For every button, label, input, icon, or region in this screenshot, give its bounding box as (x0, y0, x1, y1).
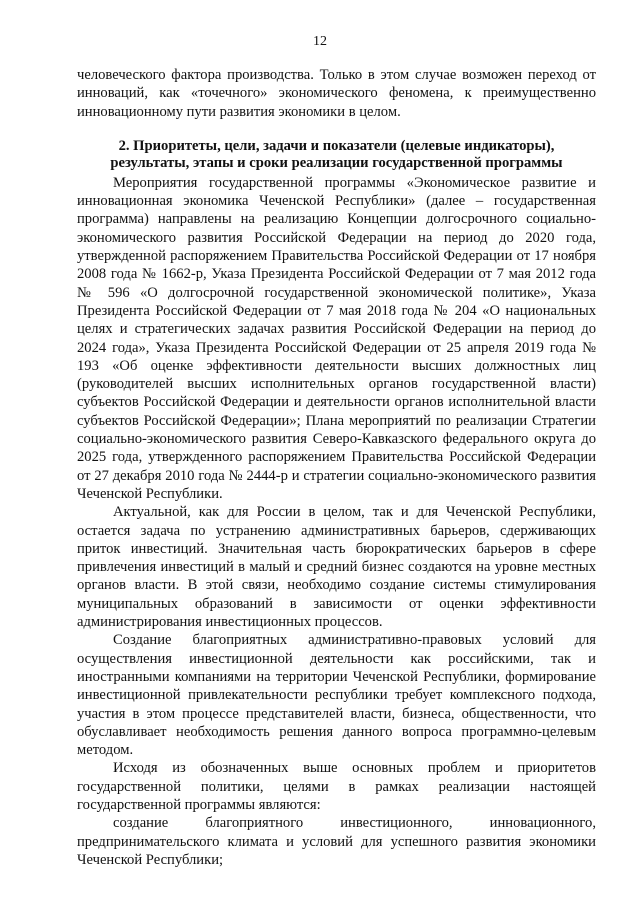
section-heading-line-1: 2. Приоритеты, цели, задачи и показатели (целевые индикаторы), (118, 137, 555, 154)
paragraph-program-goals: Исходя из обозначенных выше основных проблем и приоритетов государственной политики, целями в рамках реализации настоящей государственной программы являются: (77, 760, 596, 813)
intro-paragraph: человеческого фактора производства. Только в этом случае возможен переход от инноваций, как «точечного» экономического феномена, к преимущественно инновационному пути развития экономики в целом. (77, 67, 596, 120)
section-heading-line-2: результаты, этапы и сроки реализации государственной программы (110, 154, 563, 171)
paragraph-goal-item-1: создание благоприятного инвестиционного, инновационного, предпринимательского климата и условий для успешного развития экономики Чеченской Республики; (77, 815, 596, 868)
page-number: 12 (313, 34, 327, 49)
paragraph-favorable-conditions: Создание благоприятных административно-правовых условий для осуществления инвестиционной деятельности как российскими, так и иностранными компаниями на территории Чеченской Республики, формирование инвестиционной привлекательности республики требует комплексного подхода, участия в этом процессе представителей власти, бизнеса, общественности, что обуславливает необходимость решения данного вопроса программно-целевым методом. (77, 632, 596, 759)
paragraph-admin-barriers: Актуальной, как для России в целом, так и для Чеченской Республики, остается задача по устранению административных барьеров, сдерживающих приток инвестиций. Значительная часть бюрократических барьеров в сфере привлечения инвестиций в малый и средний бизнес создаются на уровне местных органов власти. В этой связи, необходимо создание системы стимулирования муниципальных образований в зависимости от оценки эффективности администрирования инвестиционных процессов. (77, 504, 596, 631)
paragraph-program-measures: Мероприятия государственной программы «Экономическое развитие и инновационная экономика Чеченской Республики» (далее – государственная программа) направлены на реализацию Концепции долгосрочного социально-экономического развития Российской Федерации на период до 2020 года, утвержденной распоряжением Правительства Российской Федерации от 17 ноября 2008 года № 1662-р, Указа Президента Российской Федерации от 7 мая 2012 года № 596 «О долгосрочной государственной экономической политике», Указа Президента Российской Федерации от 7 мая 2018 года № 204 «О национальных целях и стратегических задачах развития Российской Федерации на период до 2024 года», Указа Президента Российской Федерации от 25 апреля 2019 года № 193 «Об оценке эффективности деятельности высших должностных лиц (руководителей высших исполнительных органов государственной власти) субъектов Российской Федерации и деятельности органов исполнительной власти субъектов Российской Федерации»; Плана мероприятий по реализации Стратегии социально-экономического развития Северо-Кавказского федерального округа до 2025 года, утвержденного распоряжением Правительства Российской Федерации от 27 декабря 2010 года № 2444-р и стратегии социально-экономического развития Чеченской Республики. (77, 174, 596, 502)
document-body (77, 66, 596, 869)
section-heading (77, 138, 596, 172)
